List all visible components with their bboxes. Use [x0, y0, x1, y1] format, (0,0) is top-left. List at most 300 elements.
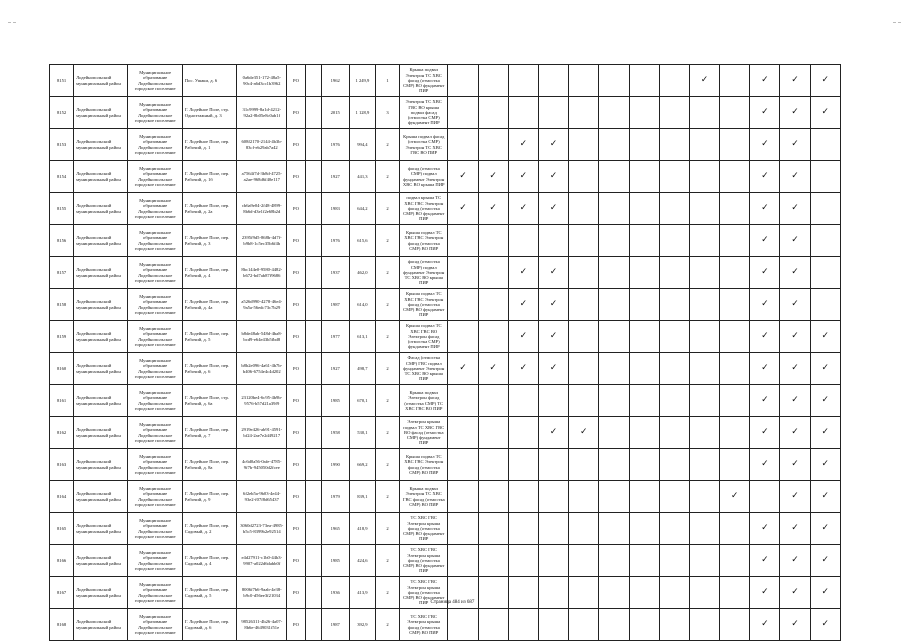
row-number-cell: 8154 [50, 161, 74, 193]
work-type-cell [780, 193, 810, 225]
work-type-cell [629, 161, 659, 193]
guid-cell: 3060d2723-73ea-4985-b5c5-8399b2e92514 [237, 513, 287, 545]
area-cell: 462,0 [349, 257, 375, 289]
work-type-cell [810, 609, 840, 641]
settlement-cell: Муниципальное образование Лодейнопольское городское поселение [128, 193, 182, 225]
work-type-cell [720, 513, 750, 545]
address-cell: Г. Лодейное Поле, пер. Рабочий, д. 9 [182, 481, 236, 513]
work-type-cell [810, 353, 840, 385]
work-type-cell [538, 609, 568, 641]
work-type-cell [689, 289, 719, 321]
area-cell: 644,2 [349, 193, 375, 225]
ownership-form-cell: РО [287, 129, 305, 161]
work-type-cell [810, 65, 840, 97]
empty-cell [305, 321, 321, 353]
area-cell: 1 128,9 [349, 97, 375, 129]
work-type-cell [659, 417, 689, 449]
area-cell: 994,4 [349, 129, 375, 161]
address-cell: Г. Лодейное Поле, пер. Рабочий, д. 5 [182, 321, 236, 353]
work-type-cell [508, 513, 538, 545]
address-cell: Г. Лодейное Поле, пер. Садовый, д. 6 [182, 609, 236, 641]
ownership-form-cell: РО [287, 193, 305, 225]
checkmark-icon: ✓ [519, 171, 528, 181]
checkmark-icon: ✓ [791, 299, 799, 309]
works-list-cell: Крыша подвал Электрон фасад (отмостка СМР) ТС ХВС ГВС ВО ПИР [400, 385, 448, 417]
area-cell: 669,2 [349, 449, 375, 481]
checkmark-icon: ✓ [821, 395, 830, 405]
checkmark-icon: ✓ [549, 363, 558, 373]
row-number-cell: 8165 [50, 513, 74, 545]
work-type-cell [538, 545, 568, 577]
work-type-cell [538, 129, 568, 161]
area-cell: 441,3 [349, 161, 375, 193]
work-type-cell [780, 481, 810, 513]
district-cell: Лодейнопольский муниципальный район [74, 161, 128, 193]
checkmark-icon: ✓ [761, 139, 769, 149]
work-type-cell [448, 385, 478, 417]
works-list-cell: фасад (отмостка СМР) подвал фундамент Электрон ХВС ВО крыша ПИР [400, 161, 448, 193]
work-type-cell [659, 257, 689, 289]
address-cell: Г. Лодейное Поле, стр. Рабочий, д. 6а [182, 385, 236, 417]
empty-cell [305, 417, 321, 449]
works-list-cell: Крыша подвал ТС ХВС ГВС Электрон фасад (отмостка СМР) ВО фундамент ПИР [400, 289, 448, 321]
guid-cell: 98526311-4b26-4a07-8b6e-4649031f51e [237, 609, 287, 641]
work-type-cell [508, 385, 538, 417]
area-cell: 392,9 [349, 609, 375, 641]
work-type-cell [629, 353, 659, 385]
work-type-cell [478, 545, 508, 577]
table-row [50, 545, 841, 577]
work-type-cell [478, 97, 508, 129]
settlement-cell: Муниципальное образование Лодейнопольское городское поселение [128, 513, 182, 545]
work-type-cell [750, 65, 780, 97]
work-type-cell [508, 65, 538, 97]
floors-cell: 2 [375, 353, 399, 385]
work-type-cell [689, 385, 719, 417]
ownership-form-cell: РО [287, 97, 305, 129]
settlement-cell: Муниципальное образование Лодейнопольское городское поселение [128, 225, 182, 257]
work-type-cell [569, 225, 599, 257]
work-type-cell [448, 417, 478, 449]
work-type-cell [538, 193, 568, 225]
work-type-cell [629, 289, 659, 321]
checkmark-icon: ✓ [700, 75, 709, 85]
work-type-cell [720, 609, 750, 641]
checkmark-icon: ✓ [489, 171, 497, 181]
work-type-cell [720, 289, 750, 321]
work-type-cell [599, 353, 629, 385]
empty-cell [305, 193, 321, 225]
work-type-cell [599, 193, 629, 225]
works-list-cell: подвал крыша ТС ХВС ГВС Электрон фасад (отмостка СМР) ВО фундамент ПИР [400, 193, 448, 225]
works-list-cell: Крыша подвал Электрон ТС ХВС фасад (отмостка СМР) ВО фундамент ПИР [400, 65, 448, 97]
work-type-cell [599, 161, 629, 193]
checkmark-icon: ✓ [489, 203, 497, 213]
work-type-cell [659, 193, 689, 225]
floors-cell: 2 [375, 609, 399, 641]
work-type-cell [720, 449, 750, 481]
ownership-form-cell: РО [287, 513, 305, 545]
work-type-cell [629, 129, 659, 161]
work-type-cell [659, 481, 689, 513]
work-type-cell [629, 321, 659, 353]
ownership-form-cell: РО [287, 545, 305, 577]
area-cell: 530,1 [349, 417, 375, 449]
checkmark-icon: ✓ [549, 203, 558, 213]
district-cell: Лодейнопольский муниципальный район [74, 545, 128, 577]
table-row [50, 417, 841, 449]
checkmark-icon: ✓ [821, 363, 830, 373]
work-type-cell [538, 289, 568, 321]
checkmark-icon: ✓ [549, 427, 558, 437]
area-cell: 413,9 [349, 577, 375, 609]
checkmark-icon: ✓ [791, 459, 799, 469]
work-type-cell [599, 289, 629, 321]
work-type-cell [750, 449, 780, 481]
row-number-cell: 8157 [50, 257, 74, 289]
work-type-cell [538, 353, 568, 385]
work-type-cell [629, 481, 659, 513]
year-built-cell: 1985 [321, 385, 349, 417]
checkmark-icon: ✓ [519, 331, 528, 341]
work-type-cell [478, 225, 508, 257]
work-type-cell [448, 257, 478, 289]
work-type-cell [508, 481, 538, 513]
work-type-cell [720, 417, 750, 449]
works-list-cell: Фасад (отмостка СМР) ГВС подвал фундамент Электрон ТС ХВС ВО крыша ПИР [400, 353, 448, 385]
checkmark-icon: ✓ [791, 555, 799, 565]
work-type-cell [750, 545, 780, 577]
district-cell: Лодейнопольский муниципальный район [74, 577, 128, 609]
settlement-cell: Муниципальное образование Лодейнопольское городское поселение [128, 289, 182, 321]
work-type-cell [538, 513, 568, 545]
works-list-cell: ТС ХВС ГВС Электрон крыша фасад (отмостка СМР) ВО фундамент ПИР [400, 577, 448, 609]
checkmark-icon: ✓ [821, 555, 830, 565]
address-cell: Г. Лодейное Поле, пер. Рабочий, д. 1 [182, 129, 236, 161]
settlement-cell: Муниципальное образование Лодейнопольское городское поселение [128, 545, 182, 577]
work-type-cell [629, 65, 659, 97]
work-type-cell [750, 129, 780, 161]
work-type-cell [659, 353, 689, 385]
work-type-cell [780, 129, 810, 161]
work-type-cell [720, 129, 750, 161]
works-list-cell: ТС ХВС ГВС Электрон крыша фасад (отмостка СМР) ВО фундамент ПИР [400, 545, 448, 577]
work-type-cell [599, 321, 629, 353]
year-built-cell: 1987 [321, 609, 349, 641]
checkmark-icon: ✓ [549, 267, 558, 277]
checkmark-icon: ✓ [549, 171, 558, 181]
works-list-cell: ТС ХВС ГВС Электрон крыша фасад (отмостка СМР) ВО фундамент ПИР [400, 513, 448, 545]
work-type-cell [538, 417, 568, 449]
checkmark-icon: ✓ [549, 331, 558, 341]
address-cell: Г. Лодейное Поле, пер. Садовый, д. 5 [182, 577, 236, 609]
floors-cell: 2 [375, 513, 399, 545]
work-type-cell [569, 193, 599, 225]
work-type-cell [689, 609, 719, 641]
floors-cell: 2 [375, 225, 399, 257]
checkmark-icon: ✓ [761, 171, 769, 181]
checkmark-icon: ✓ [791, 619, 799, 629]
settlement-cell: Муниципальное образование Лодейнопольское городское поселение [128, 577, 182, 609]
row-number-cell: 8168 [50, 609, 74, 641]
table-row [50, 321, 841, 353]
checkmark-icon: ✓ [519, 299, 528, 309]
empty-cell [305, 129, 321, 161]
floors-cell: 2 [375, 321, 399, 353]
work-type-cell [599, 97, 629, 129]
work-type-cell [448, 449, 478, 481]
work-type-cell [720, 385, 750, 417]
guid-cell: e4d27911-c1b0-44b3-9907-a022d6dabb0f [237, 545, 287, 577]
year-built-cell: 1983 [321, 193, 349, 225]
work-type-cell [508, 545, 538, 577]
table-row [50, 513, 841, 545]
work-type-cell [659, 161, 689, 193]
work-type-cell [750, 97, 780, 129]
year-built-cell: 1937 [321, 257, 349, 289]
address-cell: Г. Лодейное Поле, стр. Одноэтажный, д. 3 [182, 97, 236, 129]
work-type-cell [810, 449, 840, 481]
works-list-cell: Крыша подвал ТС ХВС ГВС Электрон фасад (отмостка СМР) ВО ПИР [400, 449, 448, 481]
work-type-cell [508, 97, 538, 129]
checkmark-icon: ✓ [549, 299, 558, 309]
work-type-cell [478, 161, 508, 193]
work-type-cell [720, 481, 750, 513]
checkmark-icon: ✓ [791, 331, 799, 341]
area-cell: 498,7 [349, 353, 375, 385]
work-type-cell [508, 353, 538, 385]
district-cell: Лодейнопольский муниципальный район [74, 417, 128, 449]
work-type-cell [659, 225, 689, 257]
work-type-cell [780, 321, 810, 353]
row-number-cell: 8166 [50, 545, 74, 577]
work-type-cell [659, 513, 689, 545]
work-type-cell [689, 97, 719, 129]
work-type-cell [780, 449, 810, 481]
guid-cell: 0a6de351-172-48a5-90c4-a6d3cc1b3962 [237, 65, 287, 97]
settlement-cell: Муниципальное образование Лодейнопольское городское поселение [128, 321, 182, 353]
district-cell: Лодейнопольский муниципальный район [74, 481, 128, 513]
work-type-cell [689, 417, 719, 449]
work-type-cell [538, 481, 568, 513]
checkmark-icon: ✓ [761, 107, 769, 117]
checkmark-icon: ✓ [761, 299, 769, 309]
checkmark-icon: ✓ [459, 171, 467, 181]
work-type-cell [629, 513, 659, 545]
checkmark-icon: ✓ [791, 491, 799, 501]
work-type-cell [569, 513, 599, 545]
work-type-cell [569, 161, 599, 193]
table-row [50, 609, 841, 641]
district-cell: Лодейнопольский муниципальный район [74, 513, 128, 545]
ownership-form-cell: РО [287, 449, 305, 481]
empty-cell [305, 257, 321, 289]
checkmark-icon: ✓ [519, 363, 528, 373]
checkmark-icon: ✓ [791, 395, 799, 405]
work-type-cell [659, 609, 689, 641]
floors-cell: 2 [375, 289, 399, 321]
work-type-cell [508, 225, 538, 257]
district-cell: Лодейнопольский муниципальный район [74, 257, 128, 289]
work-type-cell [720, 65, 750, 97]
ownership-form-cell: РО [287, 577, 305, 609]
checkmark-icon: ✓ [791, 139, 799, 149]
work-type-cell [569, 449, 599, 481]
work-type-cell [599, 257, 629, 289]
work-type-cell [629, 609, 659, 641]
address-cell: Г. Лодейное Поле, пер. Рабочий, д. 8а [182, 449, 236, 481]
work-type-cell [750, 161, 780, 193]
guid-cell: b8b2e096-4a61-4b7b-b406-6754e4c4d202 [237, 353, 287, 385]
guid-cell: 2919e426-ab91-4591-bf24-2ae7e2d49217 [237, 417, 287, 449]
work-type-cell [629, 449, 659, 481]
work-type-cell [780, 609, 810, 641]
checkmark-icon: ✓ [519, 139, 528, 149]
checkmark-icon: ✓ [761, 555, 769, 565]
year-built-cell: 1962 [321, 65, 349, 97]
work-type-cell [569, 129, 599, 161]
work-type-cell [478, 513, 508, 545]
checkmark-icon: ✓ [791, 267, 799, 277]
work-type-cell [448, 65, 478, 97]
work-type-cell [478, 449, 508, 481]
floors-cell: 2 [375, 385, 399, 417]
year-built-cell: 1990 [321, 449, 349, 481]
guid-cell: 23120be4-6c95-4b9b-9576-b57d21a39f9 [237, 385, 287, 417]
checkmark-icon: ✓ [459, 203, 467, 213]
work-type-cell [659, 289, 689, 321]
work-type-cell [780, 225, 810, 257]
work-type-cell [538, 97, 568, 129]
district-cell: Лодейнопольский муниципальный район [74, 65, 128, 97]
settlement-cell: Муниципальное образование Лодейнопольское городское поселение [128, 161, 182, 193]
year-built-cell: 1979 [321, 481, 349, 513]
checkmark-icon: ✓ [791, 203, 799, 213]
checkmark-icon: ✓ [791, 523, 799, 533]
work-type-cell [508, 449, 538, 481]
checkmark-icon: ✓ [519, 267, 528, 277]
work-type-cell [750, 289, 780, 321]
ownership-form-cell: РО [287, 65, 305, 97]
work-type-cell [478, 481, 508, 513]
guid-cell: 31c9999-8a1d-4212-92a2-8b05e8c0ab1f [237, 97, 287, 129]
work-type-cell [720, 225, 750, 257]
checkmark-icon: ✓ [761, 523, 769, 533]
guid-cell: b8de48ab-548d-4ba8-bcd9-e64e43b5fbd8 [237, 321, 287, 353]
address-cell: Г. Лодейное Поле, пер. Рабочий, д. 1б [182, 161, 236, 193]
checkmark-icon: ✓ [730, 491, 739, 501]
row-number-cell: 8151 [50, 65, 74, 97]
district-cell: Лодейнопольский муниципальный район [74, 385, 128, 417]
work-type-cell [478, 417, 508, 449]
ownership-form-cell: РО [287, 417, 305, 449]
checkmark-icon: ✓ [761, 427, 769, 437]
empty-cell [305, 481, 321, 513]
work-type-cell [750, 257, 780, 289]
guid-cell: 6f2eb5a-9b03-4e44-93e2-f07f8d65437 [237, 481, 287, 513]
work-type-cell [448, 353, 478, 385]
checkmark-icon: ✓ [821, 331, 830, 341]
year-built-cell: 1927 [321, 161, 349, 193]
floors-cell: 2 [375, 129, 399, 161]
work-type-cell [720, 545, 750, 577]
work-type-cell [780, 65, 810, 97]
work-type-cell [569, 65, 599, 97]
work-type-cell [810, 129, 840, 161]
floors-cell: 2 [375, 193, 399, 225]
work-type-cell [689, 321, 719, 353]
work-type-cell [780, 289, 810, 321]
empty-cell [305, 289, 321, 321]
work-type-cell [538, 449, 568, 481]
work-type-cell [689, 353, 719, 385]
ownership-form-cell: РО [287, 257, 305, 289]
checkmark-icon: ✓ [791, 171, 799, 181]
area-cell: 1 249,9 [349, 65, 375, 97]
work-type-cell [659, 385, 689, 417]
table-row [50, 481, 841, 513]
area-cell: 613,1 [349, 321, 375, 353]
work-type-cell [780, 353, 810, 385]
table-body [50, 65, 841, 641]
work-type-cell [448, 225, 478, 257]
works-list-cell: Электрон крыша подвал ТС ХВС ГВС ВО фасад (отмостка СМР) фундамент ПИР [400, 417, 448, 449]
work-type-cell [569, 289, 599, 321]
table-row [50, 257, 841, 289]
row-number-cell: 8161 [50, 385, 74, 417]
works-list-cell: Крыша подвал ТС ХВС ГВС ВО Электрон фасад (отмостка СМР) фундамент ПИР [400, 321, 448, 353]
checkmark-icon: ✓ [459, 363, 467, 373]
work-type-cell [750, 353, 780, 385]
ownership-form-cell: РО [287, 289, 305, 321]
work-type-cell [478, 353, 508, 385]
year-built-cell: 1927 [321, 353, 349, 385]
scan-mark [8, 22, 16, 23]
year-built-cell: 2015 [321, 97, 349, 129]
work-type-cell [448, 321, 478, 353]
work-type-cell [599, 449, 629, 481]
work-type-cell [810, 193, 840, 225]
table-row [50, 385, 841, 417]
works-list-cell: фасад (отмостка СМР) подвал фундамент Электрон ТС ХВС ВО крыша ПИР [400, 257, 448, 289]
checkmark-icon: ✓ [821, 491, 830, 501]
work-type-cell [508, 161, 538, 193]
address-cell: Г. Лодейное Поле, пер. Рабочий, д. 4а [182, 289, 236, 321]
work-type-cell [448, 481, 478, 513]
district-cell: Лодейнопольский муниципальный район [74, 129, 128, 161]
work-type-cell [629, 97, 659, 129]
checkmark-icon: ✓ [761, 587, 769, 597]
year-built-cell: 1985 [321, 545, 349, 577]
housing-register-table [49, 64, 841, 641]
work-type-cell [448, 513, 478, 545]
settlement-cell: Муниципальное образование Лодейнопольское городское поселение [128, 353, 182, 385]
work-type-cell [810, 481, 840, 513]
year-built-cell: 1976 [321, 129, 349, 161]
checkmark-icon: ✓ [791, 107, 799, 117]
work-type-cell [780, 161, 810, 193]
work-type-cell [689, 545, 719, 577]
checkmark-icon: ✓ [791, 587, 799, 597]
work-type-cell [478, 65, 508, 97]
work-type-cell [569, 97, 599, 129]
settlement-cell: Муниципальное образование Лодейнопольское городское поселение [128, 417, 182, 449]
work-type-cell [689, 225, 719, 257]
settlement-cell: Муниципальное образование Лодейнопольское городское поселение [128, 97, 182, 129]
work-type-cell [780, 513, 810, 545]
work-type-cell [659, 129, 689, 161]
empty-cell [305, 609, 321, 641]
